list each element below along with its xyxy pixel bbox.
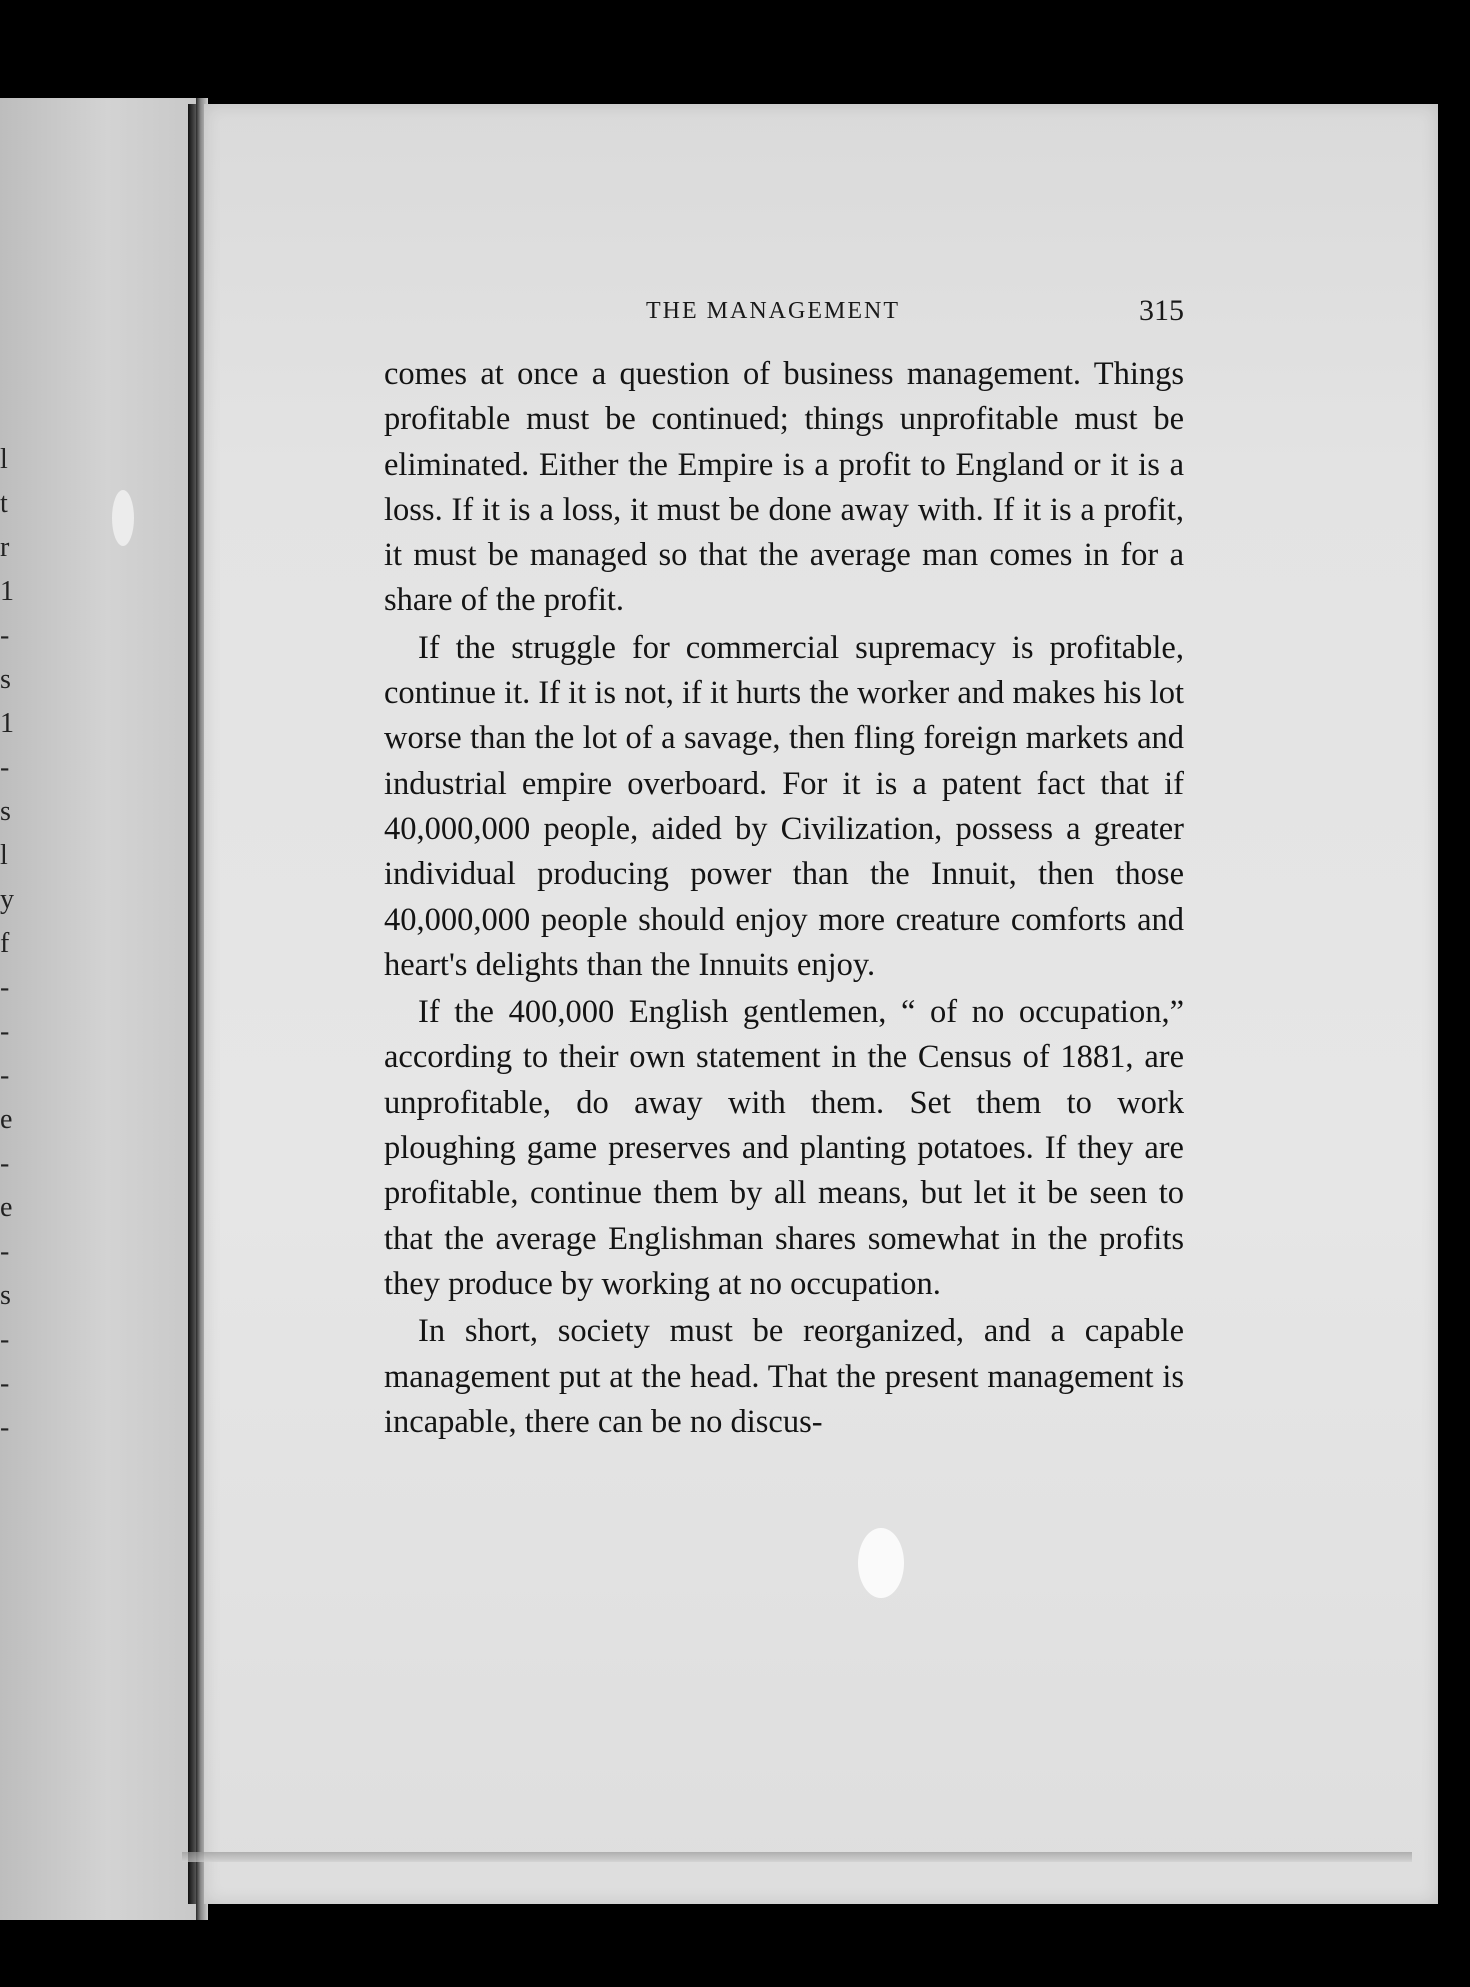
previous-page-fragment: l [0,840,8,871]
running-head [384,294,1184,338]
page-spine-edge [188,104,196,1904]
previous-page-fragment: - [0,1412,10,1443]
paragraph-2: If the struggle for commercial supremacy is profitable, continue it. If it is not, if it hurts the worker and makes his lot worse than the lot of a savage, then fling foreign markets and industrial empire overboard. For it is a patent fact that if 40,000,000 people, aided by Civilization, possess a greater individual producing power than the Innuit, then those 40,000,000 people should enjoy more creature comforts and heart's delights than the Innuits enjoy. [384,629,1184,983]
previous-page-fragment: - [0,1236,10,1267]
running-title: THE MANAGEMENT [646,298,900,324]
previous-page-fragment: - [0,1324,10,1355]
previous-page-fragment: 1 [0,708,14,739]
previous-page-fragment: y [0,884,14,915]
paper-blemish [858,1528,904,1598]
page-number: 315 [1139,294,1184,327]
paragraph-4: In short, society must be reorganized, and a capable management put at the head. That the present management is incapable, there can be no discus- [384,1313,1184,1440]
previous-page-fragment: f [0,928,10,959]
page-body-text [384,352,1184,1445]
paper-blemish [112,490,134,546]
previous-page-fragment: - [0,1016,10,1047]
previous-page-fragment: - [0,1148,10,1179]
previous-page-fragment: s [0,796,11,827]
previous-page-fragment: - [0,1368,10,1399]
previous-page-fragments [0,438,16,1738]
previous-page-fragment: t [0,488,8,519]
previous-page-fragment: e [0,1104,13,1135]
page-bottom-edge [182,1852,1412,1862]
previous-page-fragment: s [0,664,11,695]
previous-page-fragment: e [0,1192,13,1223]
previous-page-sliver [0,98,196,1920]
previous-page-fragment: r [0,532,10,563]
paragraph-1: comes at once a question of business management. Things profitable must be continued; things unprofitable must be eliminated. Either the Empire is a profit to England or it is a loss. If it is a loss, it must be done away with. If it is a profit, it must be managed so that the average man comes in for a share of the profit. [384,356,1184,619]
previous-page-fragment: - [0,620,10,651]
previous-page-fragment: 1 [0,576,14,607]
previous-page-fragment: l [0,444,8,475]
previous-page-fragment: - [0,972,10,1003]
previous-page-fragment: s [0,1280,11,1311]
paragraph-3: If the 400,000 English gentlemen, “ of no occupation,” according to their own statement in the Census of 1881, are unprofitable, do away with them. Set them to work ploughing game preserves and planting potatoes. If they are profitable, continue them by all means, but let it be seen to that the average Englishman shares somewhat in the profits they produce by working at no occupation. [384,994,1184,1302]
previous-page-fragment: - [0,1060,10,1091]
previous-page-fragment: - [0,752,10,783]
